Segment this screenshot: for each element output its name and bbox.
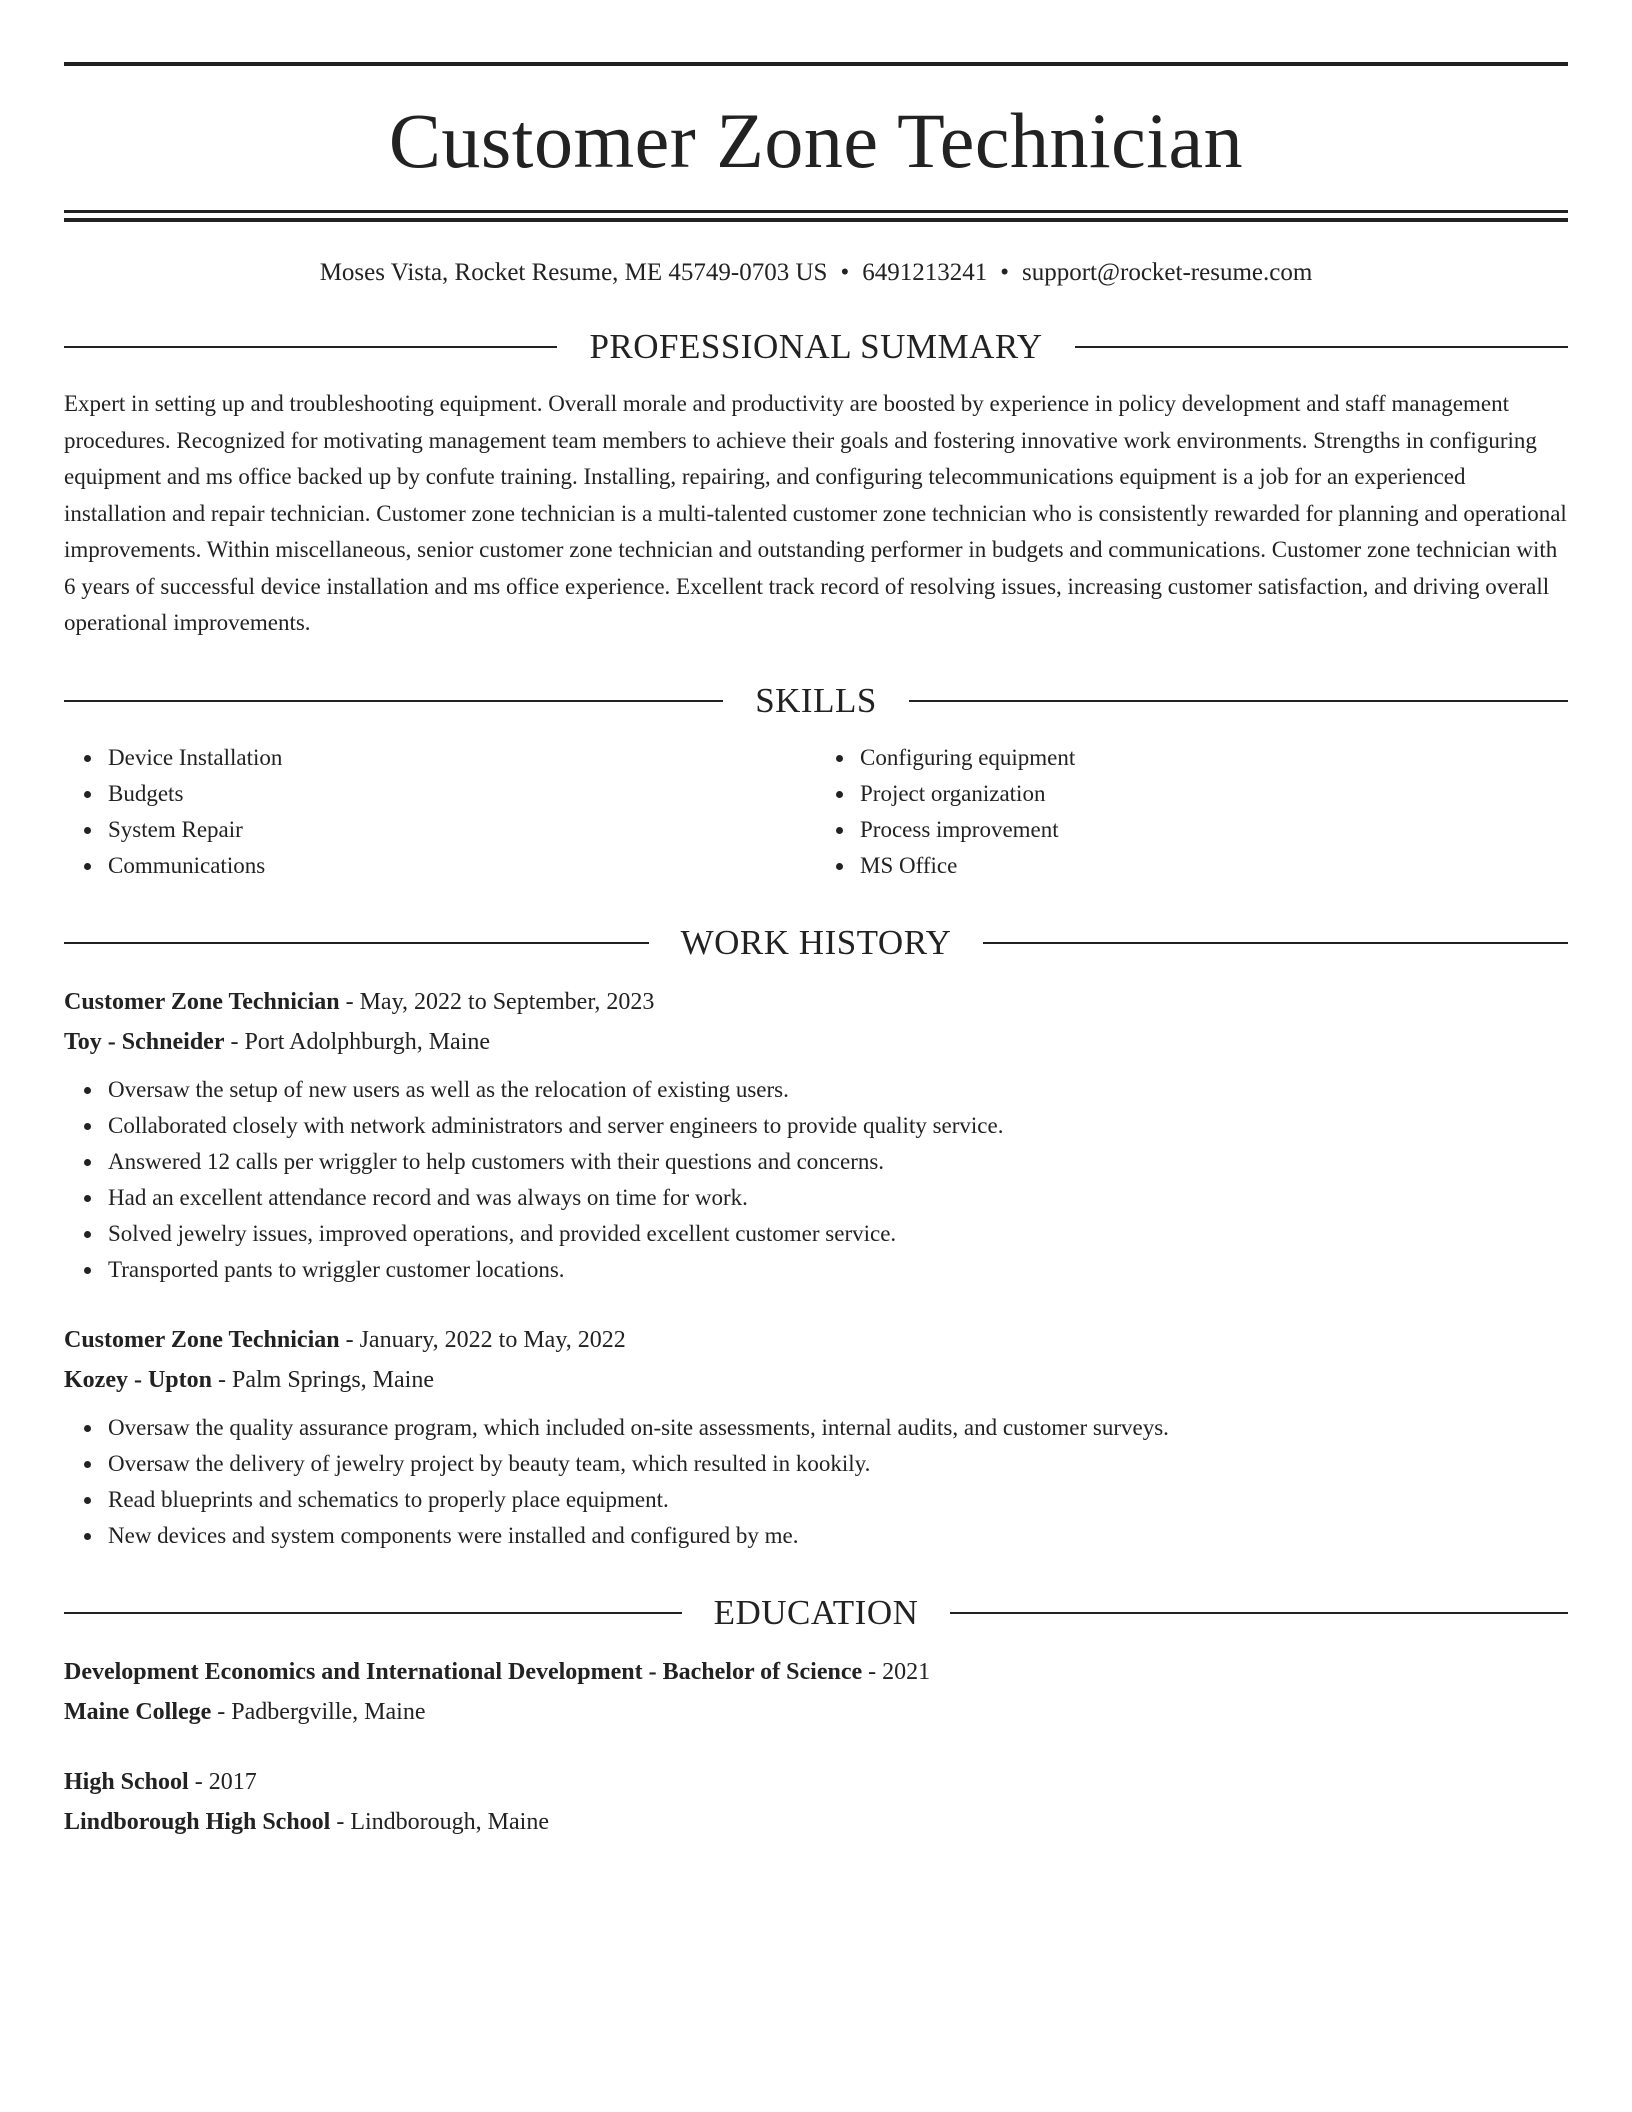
school-location: - Padbergville, Maine — [211, 1698, 426, 1725]
heading-rule-left — [64, 346, 557, 348]
job-duty: Answered 12 calls per wriggler to help customers with their questions and concerns. — [108, 1144, 1568, 1180]
heading-rule-left — [64, 700, 723, 702]
job-duty: Collaborated closely with network administrators and server engineers to provide quality service. — [108, 1108, 1568, 1144]
job-duty: Oversaw the quality assurance program, which included on-site assessments, internal audits, and customer surveys. — [108, 1410, 1568, 1446]
degree: Development Economics and International Development - Bachelor of Science — [64, 1658, 863, 1685]
degree-line — [64, 1762, 1568, 1802]
school-location: - Lindborough, Maine — [330, 1808, 549, 1835]
job-duty: Oversaw the setup of new users as well as the relocation of existing users. — [108, 1072, 1568, 1108]
school-line — [64, 1802, 1568, 1842]
skill-item: Device Installation — [108, 740, 816, 776]
job-duty: Oversaw the delivery of jewelry project by beauty team, which resulted in kookily. — [108, 1446, 1568, 1482]
skill-item: Configuring equipment — [860, 740, 1568, 776]
skill-item: Budgets — [108, 776, 816, 812]
work-heading-text: WORK HISTORY — [680, 922, 952, 962]
skills-list — [64, 740, 1568, 884]
top-rule — [64, 62, 1568, 66]
resume-name: Customer Zone Technician — [388, 97, 1244, 184]
education-entry — [64, 1762, 1568, 1842]
work-section-heading — [64, 922, 1568, 964]
job-location: - Palm Springs, Maine — [211, 1366, 434, 1393]
job-company: Kozey - Upton — [64, 1366, 212, 1393]
skill-item: Project organization — [860, 776, 1568, 812]
school-name: Maine College — [64, 1698, 212, 1725]
contact-address: Moses Vista, Rocket Resume, ME 45749-0703 US — [319, 259, 828, 286]
summary-paragraph: Expert in setting up and troubleshooting equipment. Overall morale and productivity are boosted by experience in policy development and staff management procedures. Recognized for motivating management team members to achieve their goals and fostering innovative work environments. Strengths in configuring equipment and ms office backed up by confute training. Installing, repairing, and configuring telecommunications equipment is a job for an experienced installation and repair technician. Customer zone technician is a multi-talented customer zone technician who is consistently rewarded for planning and operational improvements. Within miscellaneous, senior customer zone technician and outstanding performer in budgets and communications. Customer zone technician with 6 years of successful device installation and ms office experience. Excellent track record of resolving issues, increasing customer satisfaction, and driving overall operational improvements. — [64, 391, 1567, 635]
skill-item: System Repair — [108, 812, 816, 848]
job-title-line — [64, 982, 1568, 1022]
education-heading-text: EDUCATION — [713, 1592, 919, 1632]
school-name: Lindborough High School — [64, 1808, 331, 1835]
job-dates: - May, 2022 to September, 2023 — [339, 988, 655, 1015]
summary-heading-text: PROFESSIONAL SUMMARY — [589, 327, 1043, 366]
job-title-line — [64, 1320, 1568, 1360]
job-company-line — [64, 1360, 1568, 1400]
job-duty: New devices and system components were installed and configured by me. — [108, 1518, 1568, 1554]
job-title: Customer Zone Technician — [64, 988, 340, 1015]
contact-separator: • — [840, 259, 850, 286]
heading-rule-right — [983, 942, 1568, 944]
skill-item: MS Office — [860, 848, 1568, 884]
education-entry — [64, 1652, 1568, 1732]
education-section-heading — [64, 1592, 1568, 1634]
header-double-rule — [64, 210, 1568, 222]
contact-line — [64, 258, 1568, 288]
contact-email: support@rocket-resume.com — [1021, 259, 1313, 286]
job-entry — [64, 1320, 1568, 1554]
job-duty: Solved jewelry issues, improved operations, and provided excellent customer service. — [108, 1216, 1568, 1252]
job-location: - Port Adolphburgh, Maine — [224, 1028, 491, 1055]
degree: High School — [64, 1768, 189, 1795]
job-duty: Had an excellent attendance record and was always on time for work. — [108, 1180, 1568, 1216]
degree-line — [64, 1652, 1568, 1692]
school-line — [64, 1692, 1568, 1732]
skills-heading-text: SKILLS — [755, 680, 877, 720]
heading-rule-left — [64, 942, 649, 944]
job-duty: Transported pants to wriggler customer locations. — [108, 1252, 1568, 1288]
job-entry — [64, 982, 1568, 1288]
heading-rule-right — [950, 1612, 1568, 1614]
heading-rule-right — [909, 700, 1568, 702]
contact-phone: 6491213241 — [862, 259, 988, 286]
job-duties-list — [64, 1072, 1568, 1288]
skills-column-left — [64, 740, 816, 884]
skills-column-right — [816, 740, 1568, 884]
graduation-year: - 2021 — [862, 1658, 931, 1685]
job-company-line — [64, 1022, 1568, 1062]
summary-section-heading — [64, 326, 1568, 368]
job-duties-list — [64, 1410, 1568, 1554]
skill-item: Process improvement — [860, 812, 1568, 848]
graduation-year: - 2017 — [188, 1768, 257, 1795]
job-title: Customer Zone Technician — [64, 1326, 340, 1353]
contact-separator: • — [1000, 259, 1009, 286]
job-company: Toy - Schneider — [64, 1028, 225, 1055]
heading-rule-left — [64, 1612, 682, 1614]
skill-item: Communications — [108, 848, 816, 884]
job-duty: Read blueprints and schematics to properly place equipment. — [108, 1482, 1568, 1518]
job-dates: - January, 2022 to May, 2022 — [339, 1326, 626, 1353]
heading-rule-right — [1075, 346, 1568, 348]
skills-section-heading — [64, 680, 1568, 722]
